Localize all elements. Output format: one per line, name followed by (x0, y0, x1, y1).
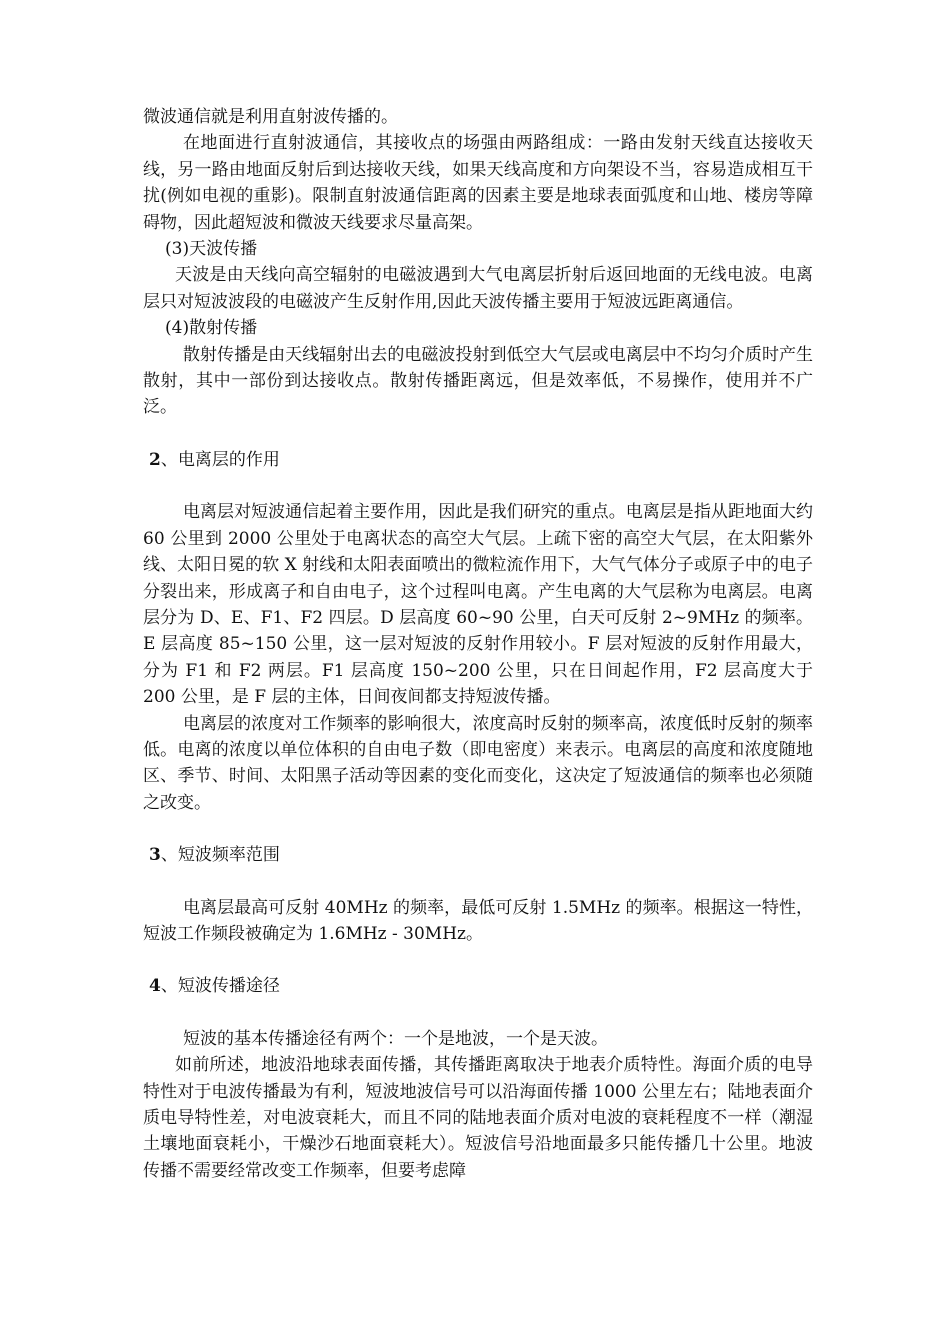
section-2-number: 2 (149, 449, 161, 470)
section-2-title: 、电离层的作用 (160, 449, 280, 470)
section-2-paragraph-1: 电离层对短波通信起着主要作用，因此是我们研究的重点。电离层是指从距地面大约 60 公里到 2000 公里处于电离状态的高空大气层。上疏下密的高空大气层，在太阳紫外线、太阳日冕的软 X 射线和太阳表面喷出的微粒流作用下，大气气体分子或原子中的电子分裂出来，形成离子和自由电子，这个过程叫电离。产生电离的大气层称为电离层。电离层分为 D、E、F1、F2 四层。D 层高度 60~90 公里，白天可反射 2~9MHz 的频率。E 层高度 85~150 公里，这一层对短波的反射作用较小。F 层对短波的反射作用最大，分为 F1 和 F2 两层。F1 层高度 150~200 公里，只在日间起作用，F2 层高度大于 200 公里，是 F 层的主体，日间夜间都支持短波传播。 (143, 502, 813, 708)
section-2-paragraph-2: 电离层的浓度对工作频率的影响很大，浓度高时反射的频率高，浓度低时反射的频率低。电离的浓度以单位体积的自由电子数（即电密度）来表示。电离层的高度和浓度随地区、季节、时间、太阳黑子活动等因素的变化而变化，这决定了短波通信的频率也必须随之改变。 (143, 713, 813, 813)
section-3-number: 3 (149, 845, 161, 866)
section-3-heading (149, 842, 813, 868)
intro-paragraph-1: 微波通信就是利用直射波传播的。 (143, 107, 398, 127)
section-4-title: 、短波传播途径 (160, 976, 280, 997)
scatter-paragraph: 散射传播是由天线辐射出去的电磁波投射到低空大气层或电离层中不均匀介质时产生散射，其中一部份到达接收点。散射传播距离远，但是效率低，不易操作，使用并不广泛。 (143, 344, 813, 418)
intro-paragraph-2: 在地面进行直射波通信，其接收点的场强由两路组成：一路由发射天线直达接收天线，另一路由地面反射后到达接收天线，如果天线高度和方向架设不当，容易造成相互干扰(例如电视的重影)。限制直射波通信距离的因素主要是地球表面弧度和山地、楼房等障碍物，因此超短波和微波天线要求尽量高架。 (143, 133, 813, 233)
scatter-subheading: (4)散射传播 (165, 318, 258, 339)
sky-wave-paragraph: 天波是由天线向高空辐射的电磁波遇到大气电离层折射后返回地面的无线电波。电离层只对短波波段的电磁波产生反射作用,因此天波传播主要用于短波远距离通信。 (143, 265, 813, 312)
section-2-heading (149, 447, 813, 473)
sky-wave-subheading: (3)天波传播 (165, 239, 258, 260)
section-4-number: 4 (149, 976, 161, 997)
section-4-heading (149, 973, 813, 999)
document-page (143, 104, 813, 1184)
section-3-paragraph-1: 电离层最高可反射 40MHz 的频率，最低可反射 1.5MHz 的频率。根据这一特性，短波工作频段被确定为 1.6MHz - 30MHz。 (143, 897, 813, 944)
section-4-paragraph-1: 短波的基本传播途径有两个：一个是地波，一个是天波。 (183, 1028, 608, 1049)
section-4-paragraph-2: 如前所述，地波沿地球表面传播，其传播距离取决于地表介质特性。海面介质的电导特性对于电波传播最为有利，短波地波信号可以沿海面传播 1000 公里左右；陆地表面介质电导特性差，对电波衰耗大，而且不同的陆地表面介质对电波的衰耗程度不一样（潮湿土壤地面衰耗小，干燥沙石地面衰耗大）。短波信号沿地面最多只能传播几十公里。地波传播不需要经常改变工作频率，但要考虑障 (143, 1055, 813, 1181)
section-3-title: 、短波频率范围 (160, 845, 280, 866)
